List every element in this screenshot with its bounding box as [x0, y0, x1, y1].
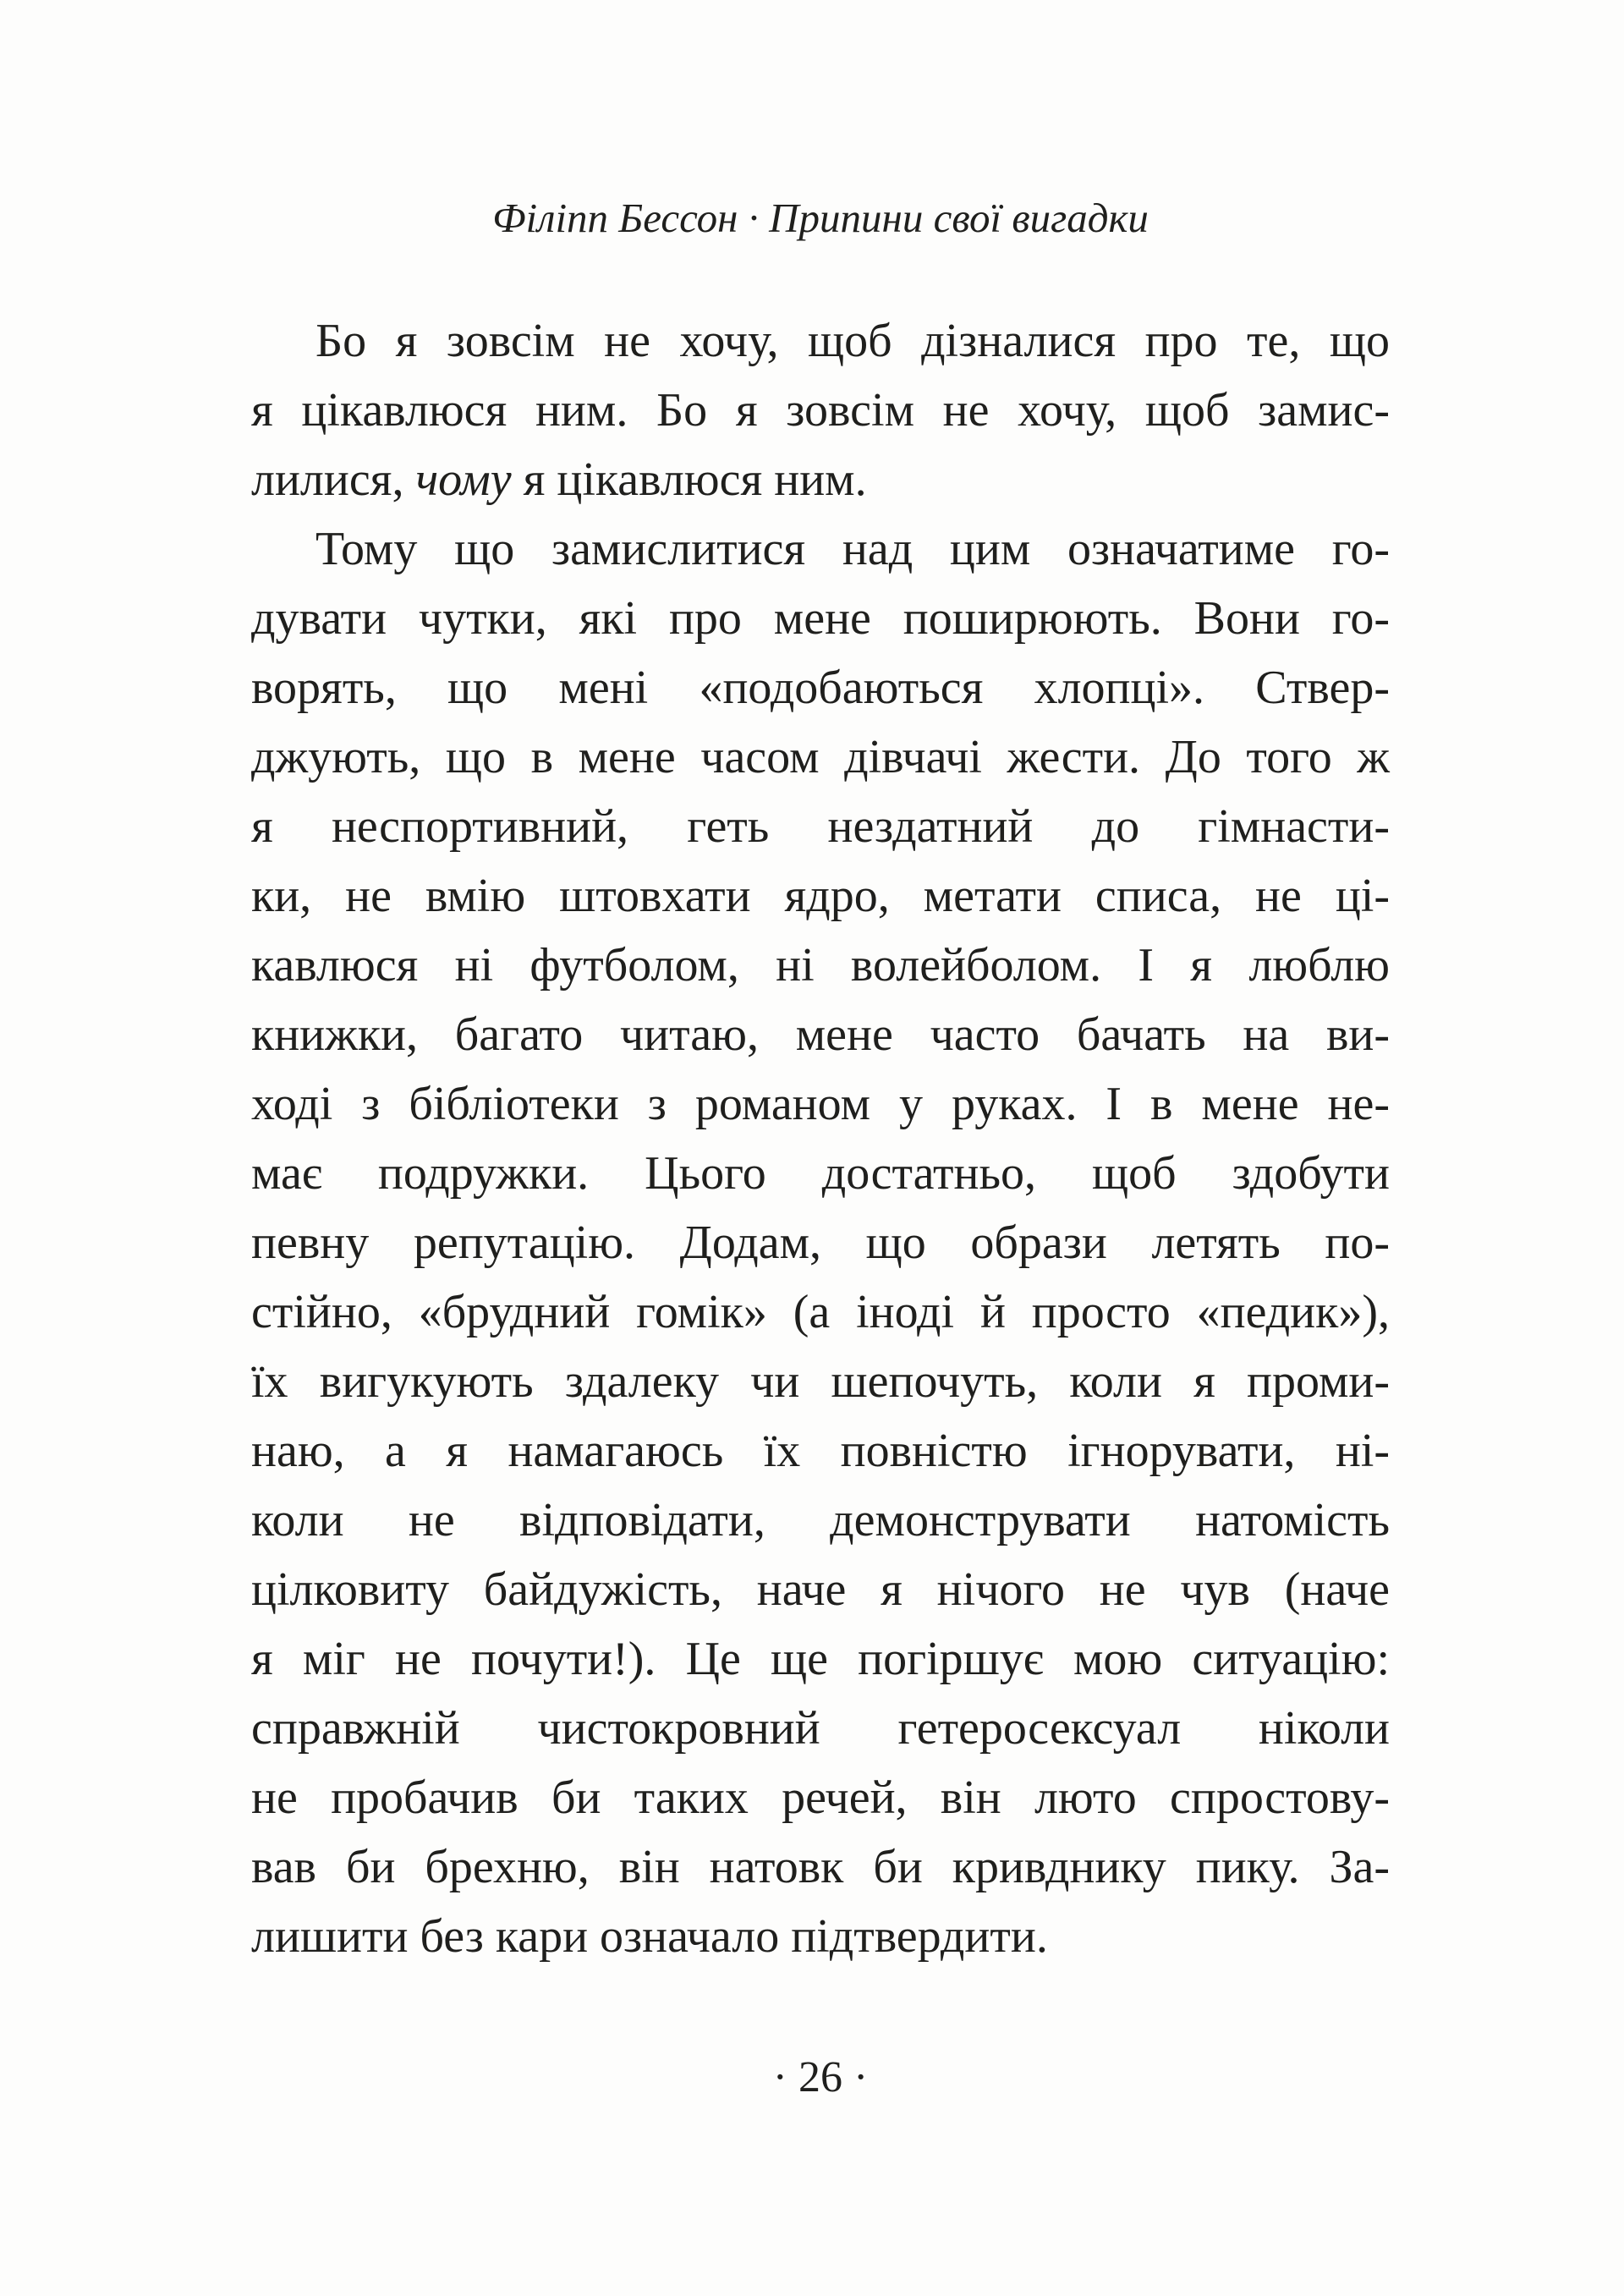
paragraph [251, 306, 1390, 514]
paragraph [251, 514, 1390, 1971]
page-number: · 26 · [772, 2053, 869, 2101]
text-segment: має подружки. Цього достатньо, щоб здобути [251, 1147, 1390, 1200]
text-segment: їх вигукують здалеку чи шепочуть, коли я проми- [251, 1355, 1390, 1408]
text-line [251, 1347, 1390, 1416]
text-segment: джують, що в мене часом дівчачі жести. До того ж [251, 731, 1390, 783]
text-line [251, 1139, 1390, 1208]
text-line [251, 1277, 1390, 1347]
text-line [251, 722, 1390, 792]
text-line [251, 931, 1390, 1000]
text-line [251, 1763, 1390, 1832]
text-line [251, 1832, 1390, 1902]
text-segment: лилися, [251, 453, 416, 506]
text-segment: наю, а я намагаюсь їх повністю ігнорувати, ні- [251, 1425, 1390, 1477]
text-line [251, 514, 1390, 584]
text-segment: ході з бібліотеки з романом у руках. І в мене не- [251, 1078, 1390, 1130]
text-segment: книжки, багато читаю, мене часто бачать на ви- [251, 1008, 1390, 1061]
text-line [251, 861, 1390, 931]
text-line [251, 1208, 1390, 1277]
running-head: Філіпп Бессон · Припини свої вигадки [492, 195, 1149, 241]
text-segment: певну репутацію. Додам, що образи летять по- [251, 1217, 1390, 1269]
text-line [251, 1000, 1390, 1069]
text-line [251, 1416, 1390, 1486]
text-segment: ворять, що мені «подобаються хлопці». Ствер- [251, 662, 1390, 714]
text-segment: кавлюся ні футболом, ні волейболом. І я люблю [251, 939, 1390, 991]
text-segment: я цікавлюся ним. [511, 453, 867, 506]
page-body [251, 306, 1390, 1971]
text-segment: я міг не почути!). Це ще погіршує мою ситуацію: [251, 1633, 1390, 1685]
text-line [251, 1902, 1390, 1971]
text-line [251, 1694, 1390, 1763]
text-segment: Бо я зовсім не хочу, щоб дізналися про те, що [315, 315, 1390, 367]
text-segment: я неспортивний, геть нездатний до гімнасти- [251, 800, 1390, 853]
text-segment: лишити без кари означало підтвердити. [251, 1910, 1048, 1963]
text-segment: не пробачив би таких речей, він люто спростову- [251, 1771, 1390, 1824]
text-segment: я цікавлюся ним. Бо я зовсім не хочу, щоб замис- [251, 384, 1390, 437]
text-line [251, 306, 1390, 376]
text-segment: цілковиту байдужість, наче я нічого не чув (наче [251, 1563, 1390, 1616]
text-line [251, 1069, 1390, 1139]
text-segment: справжній чистокровний гетеросексуал ніколи [251, 1702, 1390, 1755]
text-line [251, 1624, 1390, 1694]
text-segment: коли не відповідати, демонструвати натомість [251, 1494, 1390, 1546]
text-line [251, 1555, 1390, 1624]
text-line [251, 584, 1390, 653]
text-segment: вав би брехню, він натовк би кривднику пику. За- [251, 1841, 1390, 1893]
text-line [251, 445, 1390, 514]
text-line [251, 376, 1390, 445]
text-line [251, 653, 1390, 722]
text-segment: Тому що замислитися над цим означатиме го- [315, 523, 1390, 575]
text-line [251, 792, 1390, 861]
text-segment: стійно, «брудний гомік» (а іноді й просто «педик»), [251, 1286, 1390, 1338]
text-segment: ки, не вмію штовхати ядро, метати списа, не ці- [251, 870, 1390, 922]
italic-text-segment: чому [415, 453, 512, 506]
text-line [251, 1486, 1390, 1555]
text-segment: дувати чутки, які про мене поширюють. Вони го- [251, 592, 1390, 645]
